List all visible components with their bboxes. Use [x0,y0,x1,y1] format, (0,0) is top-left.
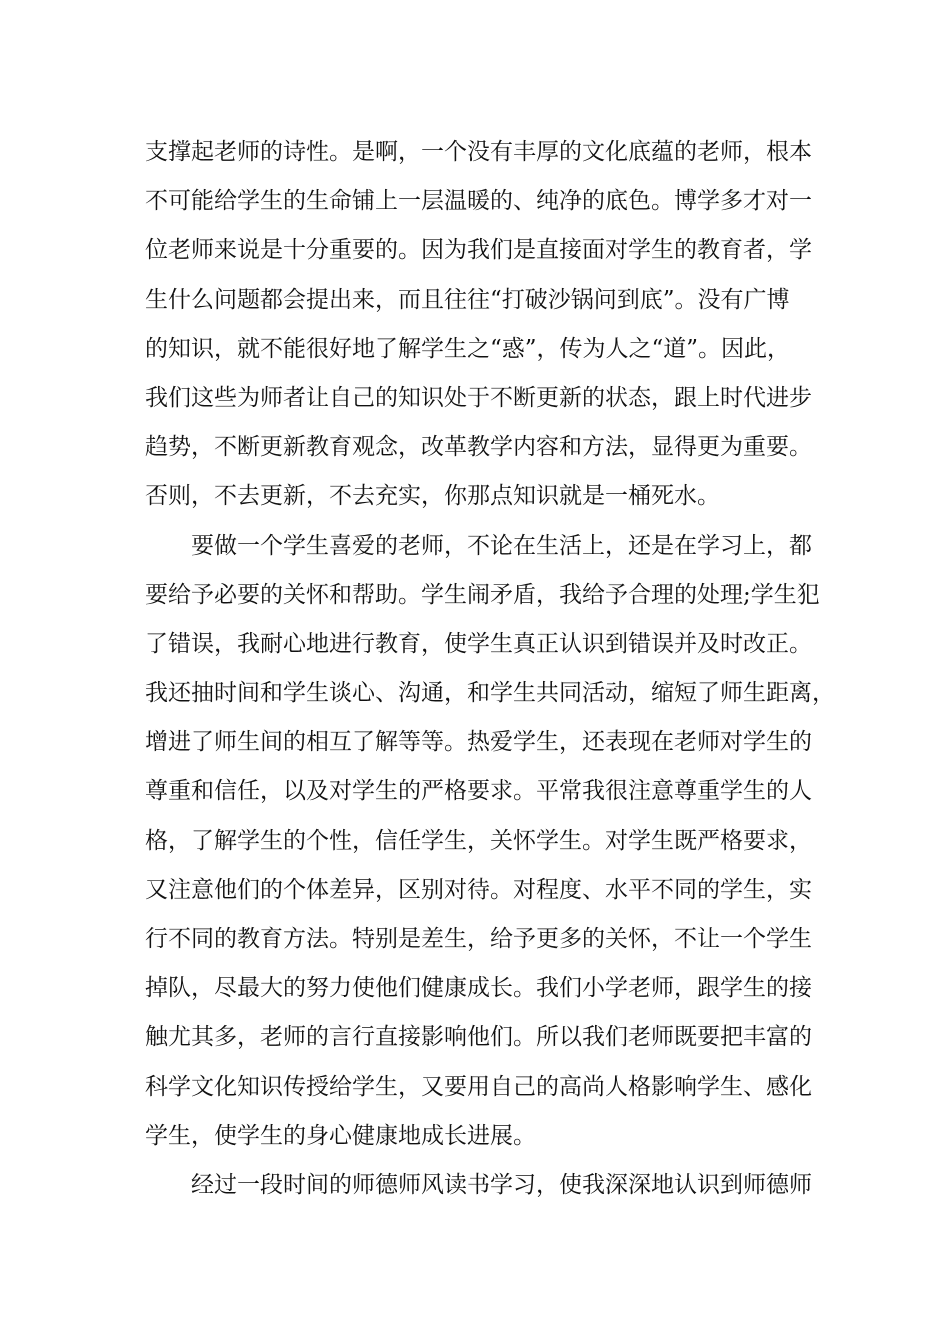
text-line: 尊重和信任，以及对学生的严格要求。平常我很注意尊重学生的人 [145,778,812,805]
text-line: 行不同的教育方法。特别是差生，给予更多的关怀，不让一个学生 [145,926,812,952]
paragraph-first-line: 要做一个学生喜爱的老师，不论在生活上，还是在学习上，都 [191,532,812,559]
text-line: 了错误，我耐心地进行教育，使学生真正认识到错误并及时改正。 [145,630,812,657]
text-line: 趋势，不断更新教育观念，改革教学内容和方法，显得更为重要。 [145,434,812,461]
text-line: 学生，使学生的身心健康地成长进展。 [145,1122,536,1149]
text-line: 掉队，尽最大的努力使他们健康成长。我们小学老师，跟学生的接 [145,975,812,1002]
text-line: 生什么问题都会提出来，而且往往“打破沙锅问到底”。没有广博 [145,286,790,313]
text-line: 否则，不去更新，不去充实，你那点知识就是一桶死水。 [145,483,720,510]
text-line: 触尤其多，老师的言行直接影响他们。所以我们老师既要把丰富的 [145,1024,812,1051]
text-line: 要给予必要的关怀和帮助。学生闹矛盾，我给予合理的处理;学生犯 [145,581,820,608]
text-line: 的知识，就不能很好地了解学生之“惑”，传为人之“道”。因此， [145,335,791,362]
document-body [145,128,835,1210]
text-line: 增进了师生间的相互了解等等。热爱学生，还表现在老师对学生的 [145,729,812,756]
text-line: 又注意他们的个体差异，区别对待。对程度、水平不同的学生，实 [145,876,812,903]
text-line: 支撑起老师的诗性。是啊，一个没有丰厚的文化底蕴的老师，根本 [145,139,812,165]
text-line: 我们这些为师者让自己的知识处于不断更新的状态，跟上时代进步 [145,384,812,411]
text-line: 我还抽时间和学生谈心、沟通，和学生共同活动，缩短了师生距离， [145,680,835,707]
text-line: 位老师来说是十分重要的。因为我们是直接面对学生的教育者，学 [145,237,812,264]
text-line: 不可能给学生的生命铺上一层温暖的、纯净的底色。博学多才对一 [145,188,812,215]
text-line: 科学文化知识传授给学生，又要用自己的高尚人格影响学生、感化 [145,1073,812,1100]
text-line: 格，了解学生的个性，信任学生，关怀学生。对学生既严格要求， [145,827,812,854]
paragraph-first-line: 经过一段时间的师德师风读书学习，使我深深地认识到师德师 [191,1171,812,1198]
